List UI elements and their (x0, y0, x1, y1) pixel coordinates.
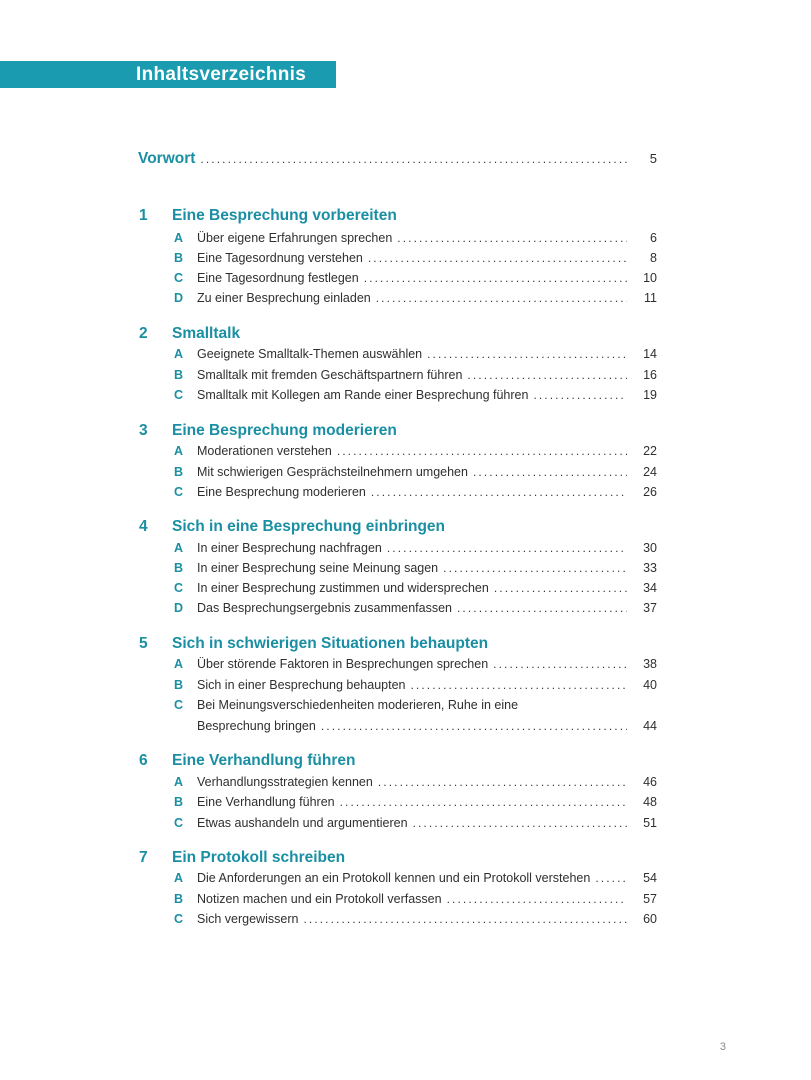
entry-text: Eine Tagesordnung festlegen (197, 271, 359, 285)
dot-leader (376, 291, 627, 305)
dot-leader (303, 912, 627, 926)
chapter-title: Sich in eine Besprechung einbringen (172, 518, 446, 535)
dot-leader (368, 251, 627, 265)
toc-vorwort[interactable] (138, 150, 657, 168)
entry-text: Smalltalk mit fremden Geschäftspartnern führen (197, 368, 463, 382)
entry-letter: D (174, 601, 184, 615)
page-number: 37 (643, 601, 657, 615)
page-number: 6 (650, 231, 657, 245)
chapter-title: Eine Verhandlung führen (172, 752, 356, 769)
chapter-heading[interactable] (139, 518, 445, 536)
chapter-heading[interactable] (139, 325, 240, 343)
chapter-number: 4 (139, 518, 148, 535)
entry-text: Eine Verhandlung führen (197, 795, 335, 809)
toc-entry[interactable] (174, 561, 657, 575)
entry-text: Eine Tagesordnung verstehen (197, 251, 363, 265)
entry-letter: B (174, 251, 184, 265)
entry-text: Moderationen verstehen (197, 444, 332, 458)
page-number: 57 (643, 892, 657, 906)
dot-leader (364, 271, 627, 285)
entry-text: Bei Meinungsverschiedenheiten moderieren, Ruhe in eine (197, 698, 519, 712)
page-number: 44 (643, 719, 657, 733)
dot-leader (321, 719, 627, 733)
entry-letter: A (174, 541, 184, 555)
toc-entry[interactable] (174, 368, 657, 382)
entry-letter: B (174, 678, 184, 692)
entry-text: Smalltalk mit Kollegen am Rande einer Besprechung führen (197, 388, 529, 402)
page-number: 40 (643, 678, 657, 692)
dot-leader (427, 347, 627, 361)
entry-text: In einer Besprechung zustimmen und widersprechen (197, 581, 489, 595)
entry-letter: A (174, 231, 184, 245)
dot-leader (595, 871, 627, 885)
entry-letter: A (174, 444, 184, 458)
entry-text: Die Anforderungen an ein Protokoll kennen und ein Protokoll verstehen (197, 871, 591, 885)
page-number: 54 (643, 871, 657, 885)
dot-leader (397, 231, 627, 245)
dot-leader (443, 561, 627, 575)
page-number: 51 (643, 816, 657, 830)
toc-entry[interactable] (174, 601, 657, 615)
dot-leader (494, 581, 627, 595)
entry-letter: B (174, 795, 184, 809)
entry-letter: C (174, 912, 184, 926)
entry-text: Etwas aushandeln und argumentieren (197, 816, 408, 830)
entry-letter: A (174, 657, 184, 671)
entry-text: Zu einer Besprechung einladen (197, 291, 371, 305)
entry-letter: C (174, 698, 184, 712)
toc-entry[interactable] (174, 444, 657, 458)
toc-entry[interactable] (174, 347, 657, 361)
dot-leader (410, 678, 627, 692)
toc-entry[interactable] (174, 465, 657, 479)
page-number: 60 (643, 912, 657, 926)
chapter-title: Eine Besprechung vorbereiten (172, 207, 397, 224)
page-number: 26 (643, 485, 657, 499)
entry-letter: B (174, 368, 184, 382)
entry-text: Mit schwierigen Gesprächsteilnehmern umgehen (197, 465, 468, 479)
page-number: 24 (643, 465, 657, 479)
entry-letter: B (174, 892, 184, 906)
entry-letter: B (174, 465, 184, 479)
entry-text: Geeignete Smalltalk-Themen auswählen (197, 347, 423, 361)
entry-text: Über störende Faktoren in Besprechungen sprechen (197, 657, 489, 671)
dot-leader (457, 601, 627, 615)
dot-leader (378, 775, 627, 789)
entry-letter: D (174, 291, 184, 305)
toc-entry[interactable] (174, 871, 657, 885)
chapter-heading[interactable] (139, 422, 397, 440)
chapter-number: 1 (139, 207, 148, 224)
page-number: 34 (643, 581, 657, 595)
entry-letter: A (174, 871, 184, 885)
page-number: 48 (643, 795, 657, 809)
entry-text: Notizen machen und ein Protokoll verfassen (197, 892, 442, 906)
chapter-number: 5 (139, 635, 148, 652)
chapter-title: Ein Protokoll schreiben (172, 849, 346, 866)
toc-entry-multiline[interactable] (174, 698, 518, 712)
entry-text: Das Besprechungsergebnis zusammenfassen (197, 601, 452, 615)
dot-leader (447, 892, 627, 906)
chapter-number: 3 (139, 422, 148, 439)
page-number: 19 (643, 388, 657, 402)
page-number: 22 (643, 444, 657, 458)
toc-entry[interactable] (174, 912, 657, 926)
entry-text: Eine Besprechung moderieren (197, 485, 366, 499)
toc-entry[interactable] (174, 231, 657, 245)
entry-text-continued: Besprechung bringen (197, 719, 316, 733)
entry-letter: B (174, 561, 184, 575)
toc-entry[interactable] (174, 795, 657, 809)
folio-page-number: 3 (719, 1041, 726, 1053)
entry-letter: A (174, 775, 184, 789)
entry-letter: C (174, 581, 184, 595)
page-number: 38 (643, 657, 657, 671)
page-number: 5 (649, 151, 657, 166)
chapter-heading[interactable] (139, 635, 488, 653)
toc-entry[interactable] (174, 581, 657, 595)
dot-leader (340, 795, 627, 809)
vorwort-label: Vorwort (138, 150, 196, 167)
entry-letter: C (174, 388, 184, 402)
toc-entry[interactable] (174, 678, 657, 692)
page-number: 16 (643, 368, 657, 382)
toc-entry[interactable] (174, 291, 657, 305)
chapter-heading[interactable] (139, 207, 397, 225)
page-title: Inhaltsverzeichnis (136, 64, 307, 85)
toc-entry[interactable] (174, 271, 657, 285)
chapter-number: 2 (139, 325, 148, 342)
toc-entry[interactable] (174, 892, 657, 906)
entry-text: Sich vergewissern (197, 912, 299, 926)
toc-entry[interactable] (174, 816, 657, 830)
chapter-heading[interactable] (139, 849, 345, 867)
chapter-title: Smalltalk (172, 325, 241, 342)
chapter-title: Sich in schwierigen Situationen behaupten (172, 635, 489, 652)
toc-entry-continuation[interactable] (197, 719, 657, 733)
dot-leader (337, 444, 627, 458)
entry-letter: C (174, 485, 184, 499)
page-number: 46 (643, 775, 657, 789)
page-number: 33 (643, 561, 657, 575)
toc-entry[interactable] (174, 657, 657, 671)
chapter-number: 7 (139, 849, 148, 866)
dot-leader (371, 485, 627, 499)
entry-text: In einer Besprechung nachfragen (197, 541, 382, 555)
entry-text: In einer Besprechung seine Meinung sagen (197, 561, 439, 575)
entry-text: Über eigene Erfahrungen sprechen (197, 231, 393, 245)
entry-letter: C (174, 271, 184, 285)
toc-entry[interactable] (174, 541, 657, 555)
entry-letter: A (174, 347, 184, 361)
dot-leader (467, 368, 627, 382)
dot-leader (493, 657, 627, 671)
dot-leader (473, 465, 627, 479)
entry-letter: C (174, 816, 184, 830)
page-number: 30 (643, 541, 657, 555)
toc-entry[interactable] (174, 388, 657, 402)
dot-leader (413, 816, 627, 830)
entry-text: Sich in einer Besprechung behaupten (197, 678, 406, 692)
toc-entry[interactable] (174, 251, 657, 265)
page-number: 8 (650, 251, 657, 265)
page-number: 11 (644, 291, 657, 305)
chapter-number: 6 (139, 752, 148, 769)
dot-leader (200, 152, 627, 166)
page-number: 10 (643, 271, 657, 285)
page-number: 14 (643, 347, 657, 361)
toc-entry[interactable] (174, 485, 657, 499)
entry-text: Verhandlungsstrategien kennen (197, 775, 373, 789)
chapter-title: Eine Besprechung moderieren (172, 422, 397, 439)
toc-entry[interactable] (174, 775, 657, 789)
dot-leader (387, 541, 627, 555)
chapter-heading[interactable] (139, 752, 355, 770)
dot-leader (533, 388, 627, 402)
